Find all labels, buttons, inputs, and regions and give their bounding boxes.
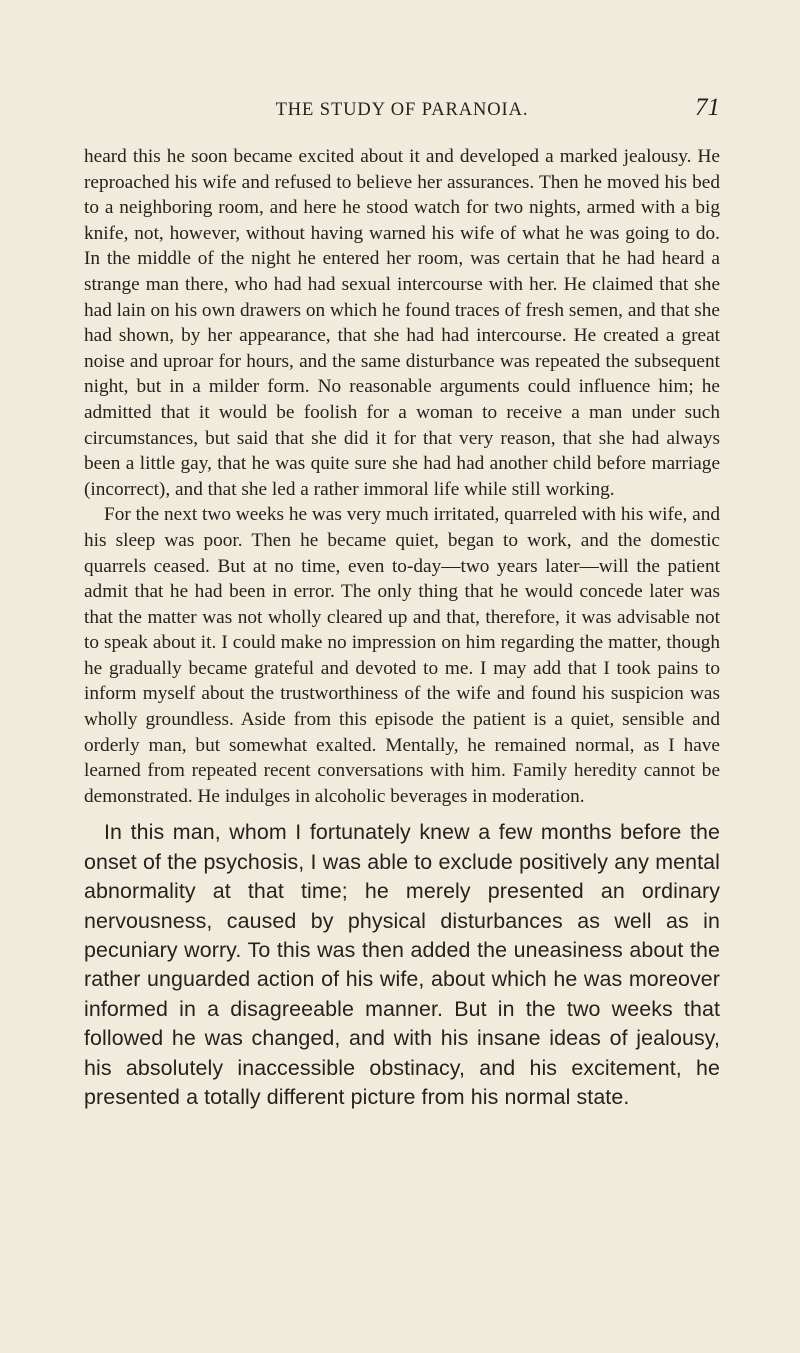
paragraph-2: For the next two weeks he was very much irritated, quarreled with his wife, and his sleep was poor. Then he became quiet, began to work, and the domestic quarrels ceased. But at no time, even to-day—two years later—will the patient admit that he had been in error. The only thing that he would concede later was that the matter was not wholly cleared up and that, therefore, it was advisable not to speak about it. I could make no impression on him regarding the matter, though he gradually became grateful and devoted to me. I may add that I took pains to inform myself about the trustworthiness of the wife and found his suspicion was wholly groundless. Aside from this episode the patient is a quiet, sensible and orderly man, but somewhat exalted. Mentally, he remained normal, as I have learned from repeated recent conversations with him. Family heredity cannot be demonstrated. He indulges in alcoholic beverages in moderation. bbox=[84, 504, 720, 807]
running-head bbox=[84, 94, 720, 130]
body-text bbox=[84, 144, 720, 1113]
paragraph-1: heard this he soon became excited about it and developed a marked jealousy. He reproached his wife and refused to believe her assurances. Then he moved his bed to a neighboring room, and here he stood watch for two nights, armed with a big knife, not, however, without having warned his wife of what he was going to do. In the middle of the night he entered her room, was certain that he had heard a strange man there, who had had sexual intercourse with her. He claimed that she had lain on his own drawers on which he found traces of fresh semen, and that she had shown, by her appearance, that she had had intercourse. He created a great noise and uproar for hours, and the same disturbance was repeated the subsequent night, but in a milder form. No reasonable arguments could influence him; he admitted that it would be foolish for a woman to receive a man under such circumstances, but said that she did it for that very reason, that she had always been a little gay, that he was quite sure she had had another child before marriage (incorrect), and that she led a rather immoral life while still working. bbox=[84, 146, 720, 500]
running-title: THE STUDY OF PARANOIA. bbox=[275, 100, 529, 120]
page-number: 71 bbox=[695, 94, 720, 121]
paragraph-3: In this man, whom I fortunately knew a few months before the onset of the psychosis, I was able to exclude positively any mental abnormality at that time; he merely presented an ordinary nervousness, caused by physical disturbances as well as in pecuniary worry. To this was then added the uneasiness about the rather unguarded action of his wife, about which he was moreover informed in a disagreeable manner. But in the two weeks that followed he was changed, and with his insane ideas of jealousy, his absolutely inaccessible obstinacy, and his excitement, he presented a totally different picture from his normal state. bbox=[84, 820, 720, 1110]
